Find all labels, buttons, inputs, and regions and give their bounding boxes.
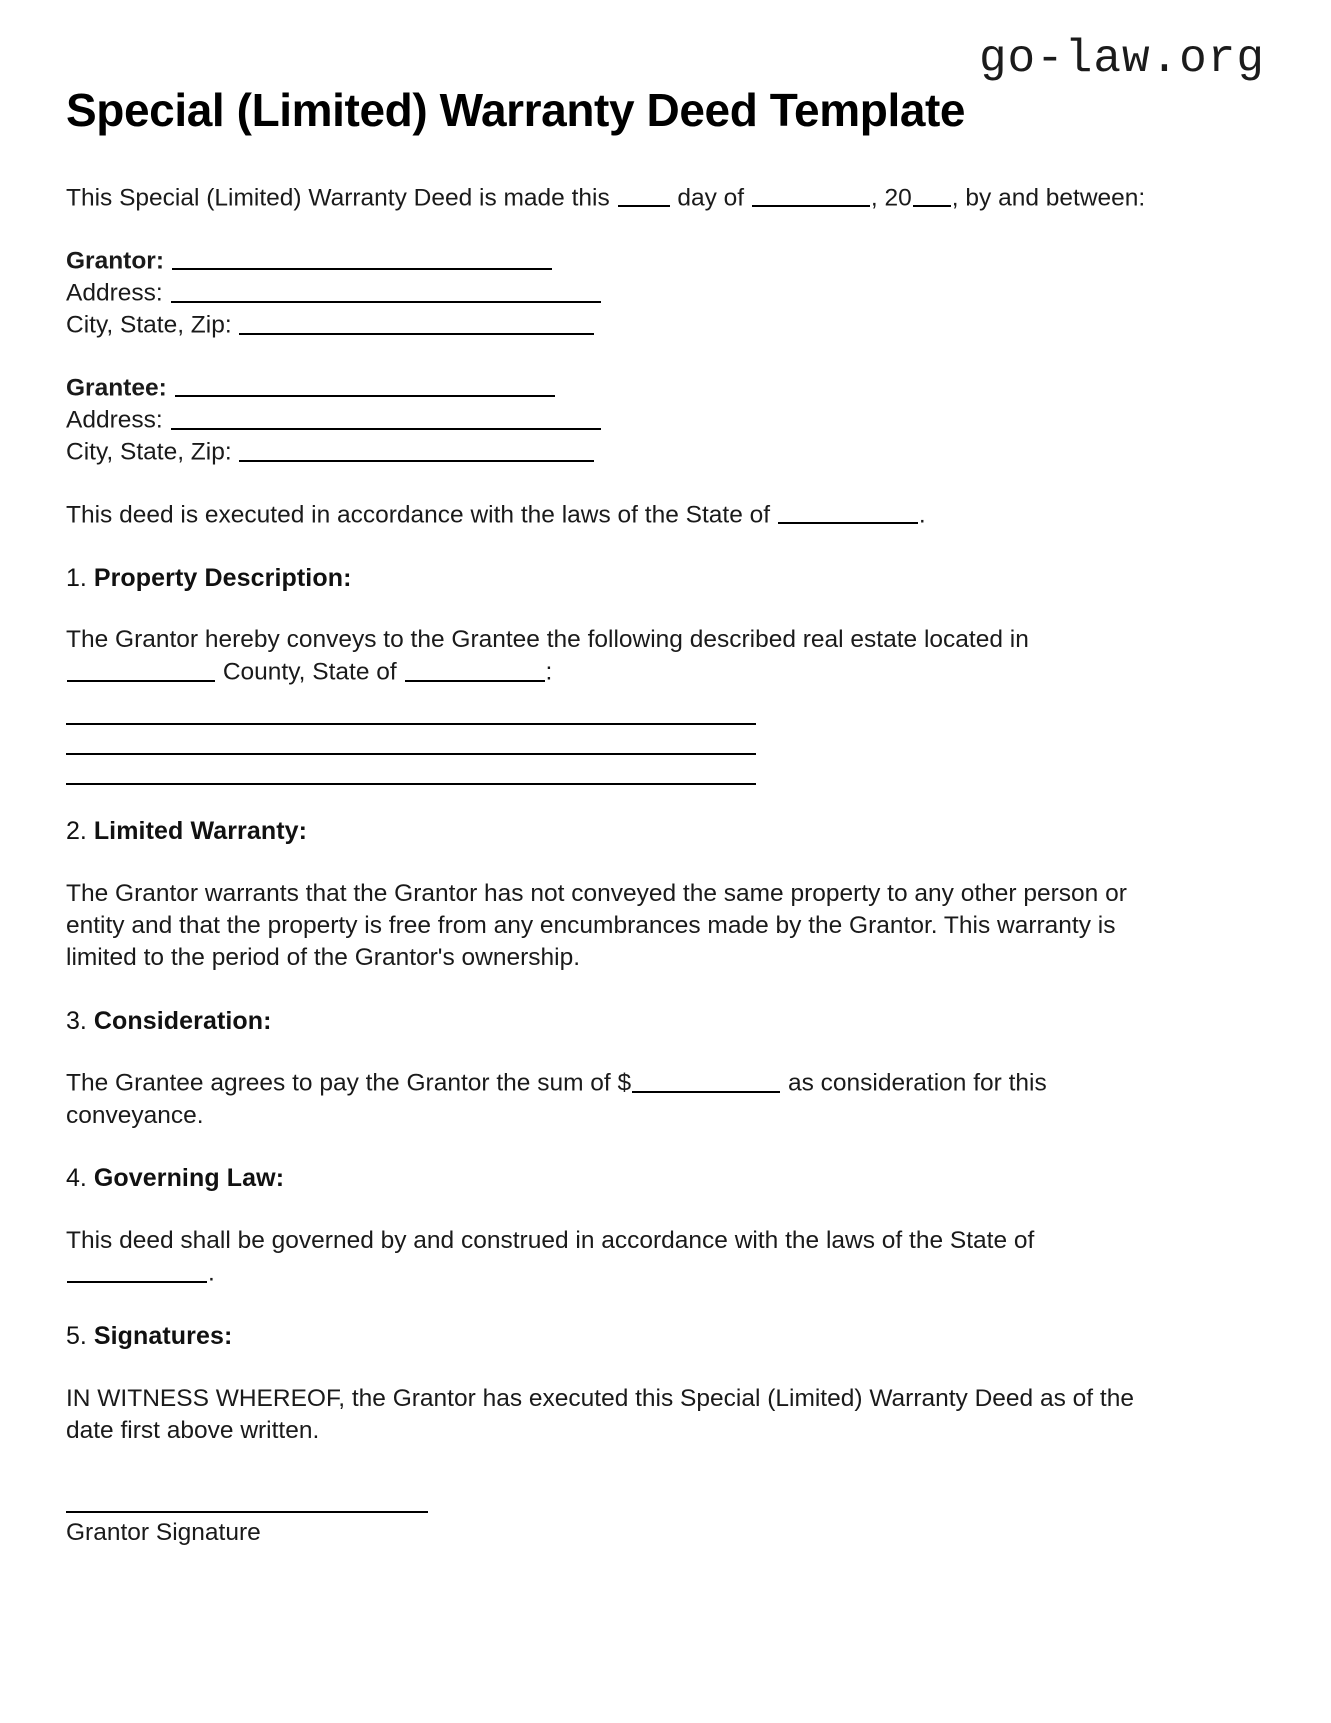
consideration-text-2: as consideration for this conveyance. [66,1069,1047,1130]
section-number-1: 1. [66,563,87,592]
section-number-5: 5. [66,1322,87,1351]
executed-state-paragraph [66,499,1146,532]
governing-law-text-1: This deed shall be governed by and construed in accordance with the laws of the State of [66,1226,1035,1254]
grantor-address-label: Address: [66,279,163,307]
section-heading-4 [66,1162,1146,1195]
section-2-body: The Grantor warrants that the Grantor has not conveyed the same property to any other person or entity and that the property is free from any encumbrances made by the Grantor. This warranty is limited to the period of the Grantor's ownership. [66,879,1127,972]
grantee-block [66,372,1146,469]
year-blank [913,182,951,208]
property-state-blank [405,656,545,682]
governing-law-state-blank [67,1257,207,1283]
section-heading-3 [66,1005,1146,1038]
executed-state-text-1: This deed is executed in accordance with the laws of the State of [66,501,771,529]
section-heading-2 [66,815,1146,848]
grantee-city-label: City, State, Zip: [66,438,232,466]
executed-state-text-2: . [918,501,926,529]
grantee-name-blank [175,372,555,398]
grantor-block [66,245,1146,342]
grantee-city-line [66,436,1146,468]
property-description-blank-lines [66,723,1146,785]
county-blank [67,656,215,682]
intro-text-3: , 20 [870,184,912,212]
grantor-city-label: City, State, Zip: [66,311,232,339]
section-title-5: Signatures: [93,1322,233,1351]
intro-text-2: day of [677,184,745,212]
section-3-body [66,1067,1146,1132]
consideration-text-1: The Grantee agrees to pay the Grantor the sum of $ [66,1069,632,1097]
grantee-name-line [66,372,1146,404]
section-title-2: Limited Warranty: [93,817,308,846]
property-blank-line [66,723,756,725]
grantor-signature-block [66,1511,1146,1549]
section-5-body: IN WITNESS WHEREOF, the Grantor has executed this Special (Limited) Warranty Deed as of the date first above written. [66,1384,1134,1444]
grantee-city-blank [239,436,594,462]
intro-paragraph [66,182,1146,215]
grantee-address-label: Address: [66,406,163,434]
consideration-amount-blank [632,1067,780,1093]
grantee-address-blank [171,404,601,430]
day-blank [618,182,670,208]
grantor-address-line [66,277,1146,309]
section-1-body [66,624,1146,689]
grantor-name-blank [172,245,552,271]
section-number-2: 2. [66,817,87,846]
section-number-3: 3. [66,1006,87,1035]
section-number-4: 4. [66,1164,87,1193]
executed-state-blank [778,499,918,525]
grantor-address-blank [171,277,601,303]
intro-text-1: This Special (Limited) Warranty Deed is made this [66,184,610,212]
section-heading-1 [66,562,1146,595]
property-text-1: The Grantor hereby conveys to the Grantee the following described real estate located in [66,626,1029,654]
document-body [66,84,1146,1549]
grantor-label: Grantor: [66,247,164,275]
section-heading-5 [66,1320,1146,1353]
grantee-address-line [66,404,1146,436]
governing-law-text-2: . [208,1259,215,1287]
section-title-1: Property Description: [93,563,352,592]
grantor-signature-line [66,1511,428,1513]
month-blank [752,182,870,208]
grantor-city-line [66,309,1146,341]
grantor-city-blank [239,309,594,335]
property-blank-line [66,753,756,755]
grantor-name-line [66,245,1146,277]
section-title-3: Consideration: [93,1006,272,1035]
section-title-4: Governing Law: [93,1164,285,1193]
grantee-label: Grantee: [66,374,167,402]
property-text-2: County, State of [222,659,397,686]
section-4-body [66,1225,1146,1290]
grantor-signature-label: Grantor Signature [66,1519,261,1547]
page-title: Special (Limited) Warranty Deed Template [66,84,966,136]
site-logo: go-law.org [978,33,1265,85]
property-text-3: : [545,659,553,686]
intro-text-4: , by and between: [951,184,1146,212]
